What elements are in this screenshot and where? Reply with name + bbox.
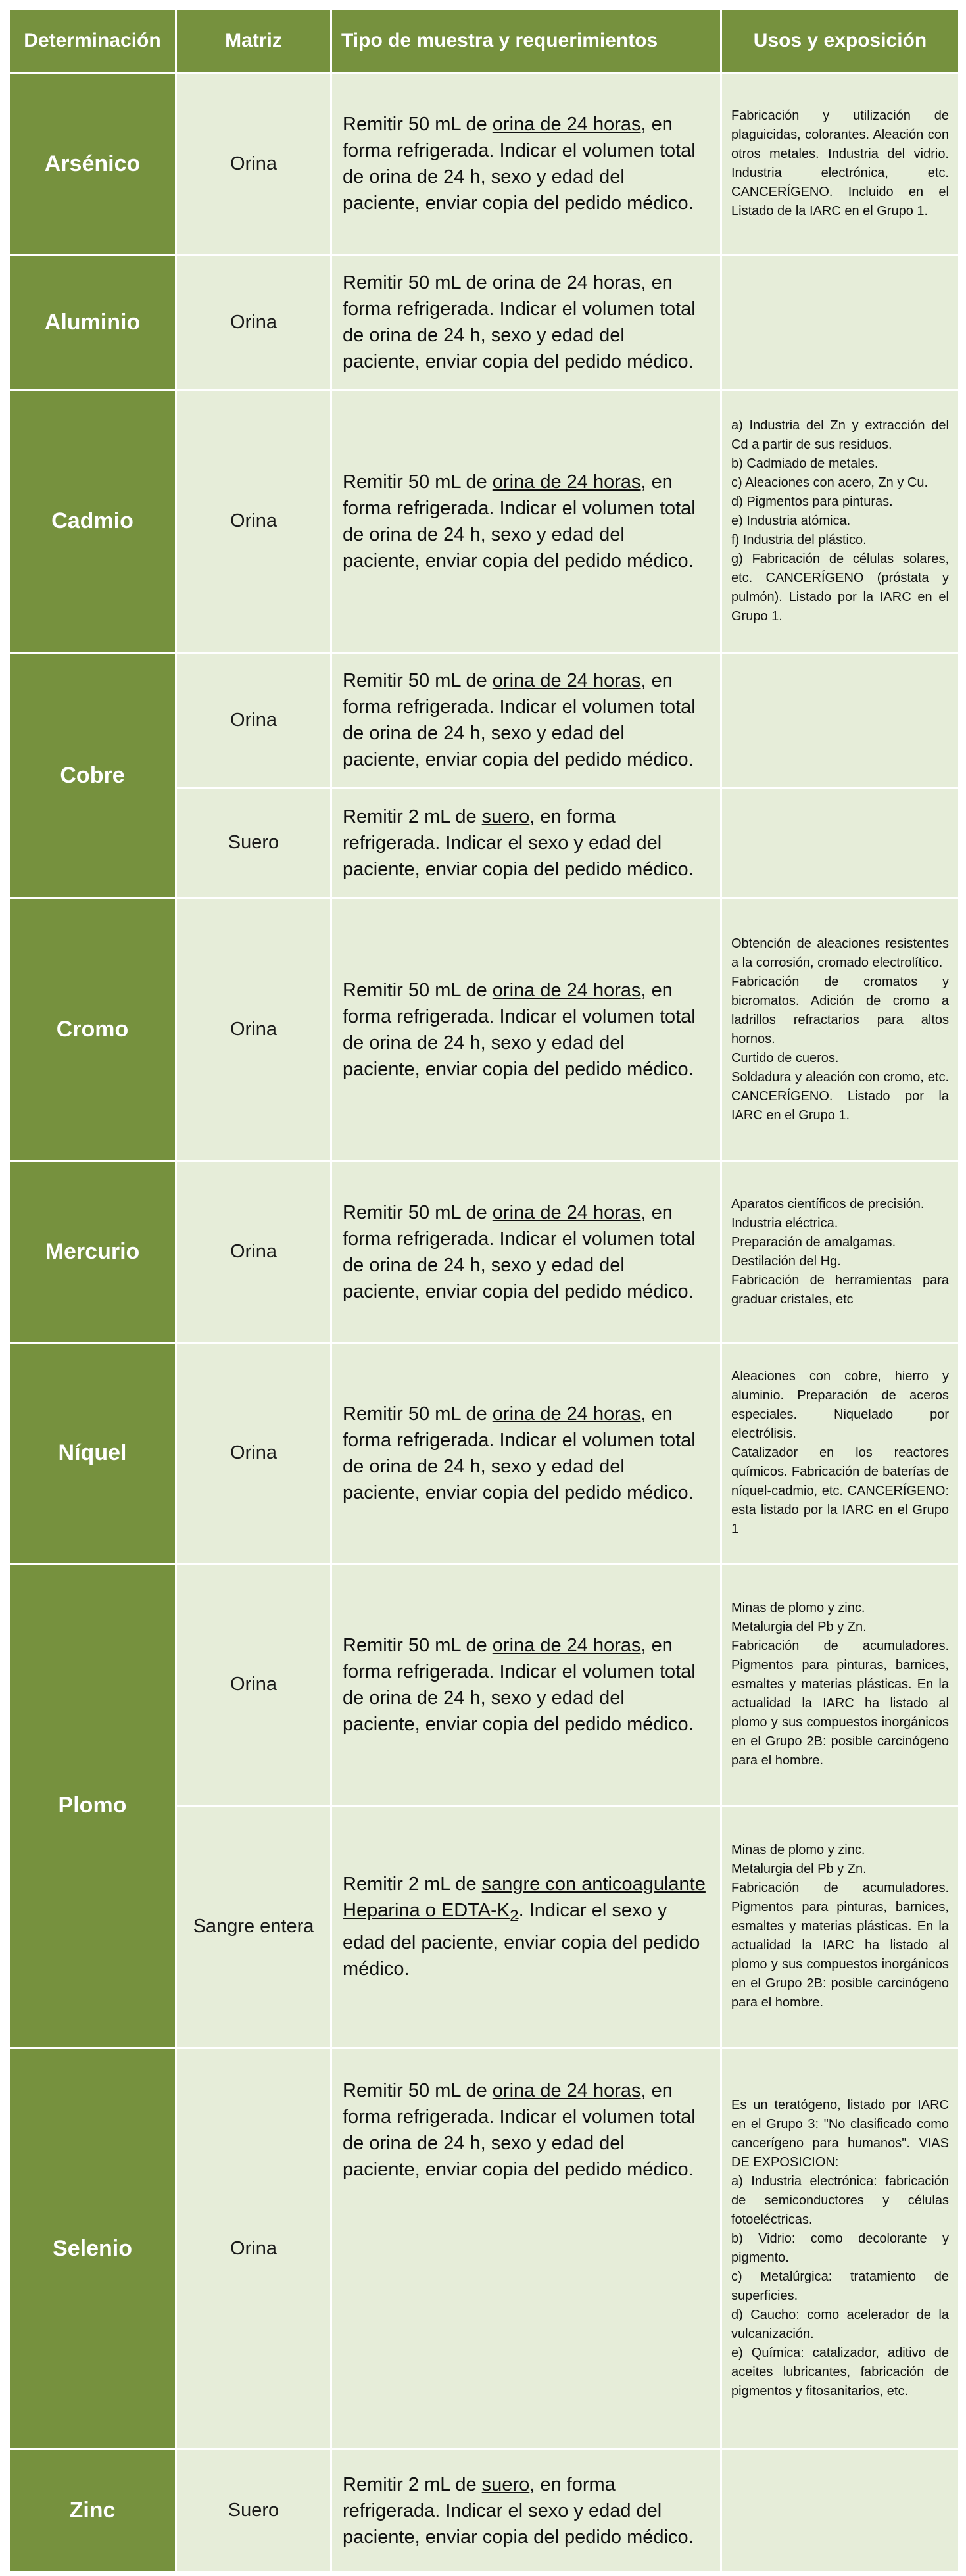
determination-name: Cadmio: [9, 390, 176, 653]
uses-cell: [721, 2450, 959, 2572]
table-row: [9, 255, 959, 390]
requirements-cell: Remitir 2 mL de suero, en forma refrigerada. Indicar el sexo y edad del paciente, enviar copia del pedido médico.: [331, 788, 721, 898]
matrix-cell: Orina: [176, 2048, 331, 2450]
determination-name: Arsénico: [9, 73, 176, 255]
requirements-cell: Remitir 50 mL de orina de 24 horas, en forma refrigerada. Indicar el volumen total de orina de 24 h, sexo y edad del paciente, enviar copia del pedido médico.: [331, 653, 721, 788]
requirements-cell: Remitir 50 mL de orina de 24 horas, en forma refrigerada. Indicar el volumen total de orina de 24 h, sexo y edad del paciente, enviar copia del pedido médico.: [331, 255, 721, 390]
requirements-cell: Remitir 50 mL de orina de 24 horas, en forma refrigerada. Indicar el volumen total de orina de 24 h, sexo y edad del paciente, enviar copia del pedido médico.: [331, 2048, 721, 2450]
matrix-cell: Orina: [176, 73, 331, 255]
table-row: [9, 2048, 959, 2450]
table-row: [9, 1161, 959, 1343]
requirements-cell: Remitir 50 mL de orina de 24 horas, en forma refrigerada. Indicar el volumen total de orina de 24 h, sexo y edad del paciente, enviar copia del pedido médico.: [331, 73, 721, 255]
requirements-cell: Remitir 50 mL de orina de 24 horas, en forma refrigerada. Indicar el volumen total de orina de 24 h, sexo y edad del paciente, enviar copia del pedido médico.: [331, 1564, 721, 1806]
determination-name: Zinc: [9, 2450, 176, 2572]
requirements-cell: Remitir 2 mL de sangre con anticoagulante Heparina o EDTA-$K_2$. Indicar el sexo y edad del paciente, enviar copia del pedido médico.: [331, 1806, 721, 2048]
determinations-table: [8, 8, 960, 2573]
determination-name: Selenio: [9, 2048, 176, 2450]
matrix-cell: Suero: [176, 788, 331, 898]
matrix-cell: Orina: [176, 255, 331, 390]
uses-cell: [721, 788, 959, 898]
header-row: [9, 9, 959, 73]
matrix-cell: Orina: [176, 898, 331, 1161]
matrix-cell: Suero: [176, 2450, 331, 2572]
uses-cell: Aleaciones con cobre, hierro y aluminio. Preparación de aceros especiales. Niquelado por electrólisis. Catalizador en los reactores químicos. Fabricación de baterías de níquel-cadmio, etc. CANCERÍGENO: esta listado por la IARC en el Grupo 1: [721, 1343, 959, 1564]
table-row: [9, 653, 959, 788]
determination-name: Mercurio: [9, 1161, 176, 1343]
uses-cell: Fabricación y utilización de plaguicidas, colorantes. Aleación con otros metales. Industria del vidrio. Industria electrónica, etc. CANCERÍGENO. Incluido en el Listado de la IARC en el Grupo 1.: [721, 73, 959, 255]
requirements-cell: Remitir 50 mL de orina de 24 horas, en forma refrigerada. Indicar el volumen total de orina de 24 h, sexo y edad del paciente, enviar copia del pedido médico.: [331, 1161, 721, 1343]
table-row: [9, 1343, 959, 1564]
uses-cell: [721, 255, 959, 390]
uses-cell: Es un teratógeno, listado por IARC en el Grupo 3: "No clasificado como cancerígeno para humanos". VIAS DE EXPOSICION: a) Industria electrónica: fabricación de semiconductores y células fotoeléctricas. b) Vidrio: como decolorante y pigmento. c) Metalúrgica: tratamiento de superficies. d) Caucho: como acelerador de la vulcanización. e) Química: catalizador, aditivo de aceites lubricantes, fabricación de pigmentos y fitosanitarios, etc.: [721, 2048, 959, 2450]
requirements-cell: Remitir 50 mL de orina de 24 horas, en forma refrigerada. Indicar el volumen total de orina de 24 h, sexo y edad del paciente, enviar copia del pedido médico.: [331, 390, 721, 653]
header-usos: Usos y exposición: [721, 9, 959, 73]
header-determinacion: Determinación: [9, 9, 176, 73]
uses-cell: Aparatos científicos de precisión. Industria eléctrica. Preparación de amalgamas. Destilación del Hg. Fabricación de herramientas para graduar cristales, etc: [721, 1161, 959, 1343]
table-row: [9, 2450, 959, 2572]
matrix-cell: Orina: [176, 390, 331, 653]
determination-name: Cromo: [9, 898, 176, 1161]
matrix-cell: Orina: [176, 1161, 331, 1343]
determination-name: Cobre: [9, 653, 176, 898]
determination-name: Aluminio: [9, 255, 176, 390]
requirements-cell: Remitir 50 mL de orina de 24 horas, en forma refrigerada. Indicar el volumen total de orina de 24 h, sexo y edad del paciente, enviar copia del pedido médico.: [331, 1343, 721, 1564]
requirements-cell: Remitir 50 mL de orina de 24 horas, en forma refrigerada. Indicar el volumen total de orina de 24 h, sexo y edad del paciente, enviar copia del pedido médico.: [331, 898, 721, 1161]
header-tipo: Tipo de muestra y requerimientos: [331, 9, 721, 73]
requirements-cell: Remitir 2 mL de suero, en forma refrigerada. Indicar el sexo y edad del paciente, enviar copia del pedido médico.: [331, 2450, 721, 2572]
determination-name: Níquel: [9, 1343, 176, 1564]
uses-cell: [721, 653, 959, 788]
table-row: [9, 1564, 959, 1806]
table-row: [9, 73, 959, 255]
table-row: [9, 898, 959, 1161]
header-matriz: Matriz: [176, 9, 331, 73]
uses-cell: Obtención de aleaciones resistentes a la corrosión, cromado electrolítico. Fabricación de cromatos y bicromatos. Adición de cromo a ladrillos refractarios para altos hornos. Curtido de cueros. Soldadura y aleación con cromo, etc. CANCERÍGENO. Listado por la IARC en el Grupo 1.: [721, 898, 959, 1161]
matrix-cell: Orina: [176, 1343, 331, 1564]
uses-cell: Minas de plomo y zinc. Metalurgia del Pb y Zn. Fabricación de acumuladores. Pigmentos para pinturas, barnices, esmaltes y materias plásticas. En la actualidad la IARC ha listado al plomo y sus compuestos inorgánicos en el Grupo 2B: posible carcinógeno para el hombre.: [721, 1564, 959, 1806]
uses-cell: a) Industria del Zn y extracción del Cd a partir de sus residuos. b) Cadmiado de metales. c) Aleaciones con acero, Zn y Cu. d) Pigmentos para pinturas. e) Industria atómica. f) Industria del plástico. g) Fabricación de células solares, etc. CANCERÍGENO (próstata y pulmón). Listado por la IARC en el Grupo 1.: [721, 390, 959, 653]
uses-cell: Minas de plomo y zinc. Metalurgia del Pb y Zn. Fabricación de acumuladores. Pigmentos para pinturas, barnices, esmaltes y materias plásticas. En la actualidad la IARC ha listado al plomo y sus compuestos inorgánicos en el Grupo 2B: posible carcinógeno para el hombre.: [721, 1806, 959, 2048]
matrix-cell: Sangre entera: [176, 1806, 331, 2048]
matrix-cell: Orina: [176, 653, 331, 788]
determination-name: Plomo: [9, 1564, 176, 2048]
matrix-cell: Orina: [176, 1564, 331, 1806]
table-row: [9, 390, 959, 653]
